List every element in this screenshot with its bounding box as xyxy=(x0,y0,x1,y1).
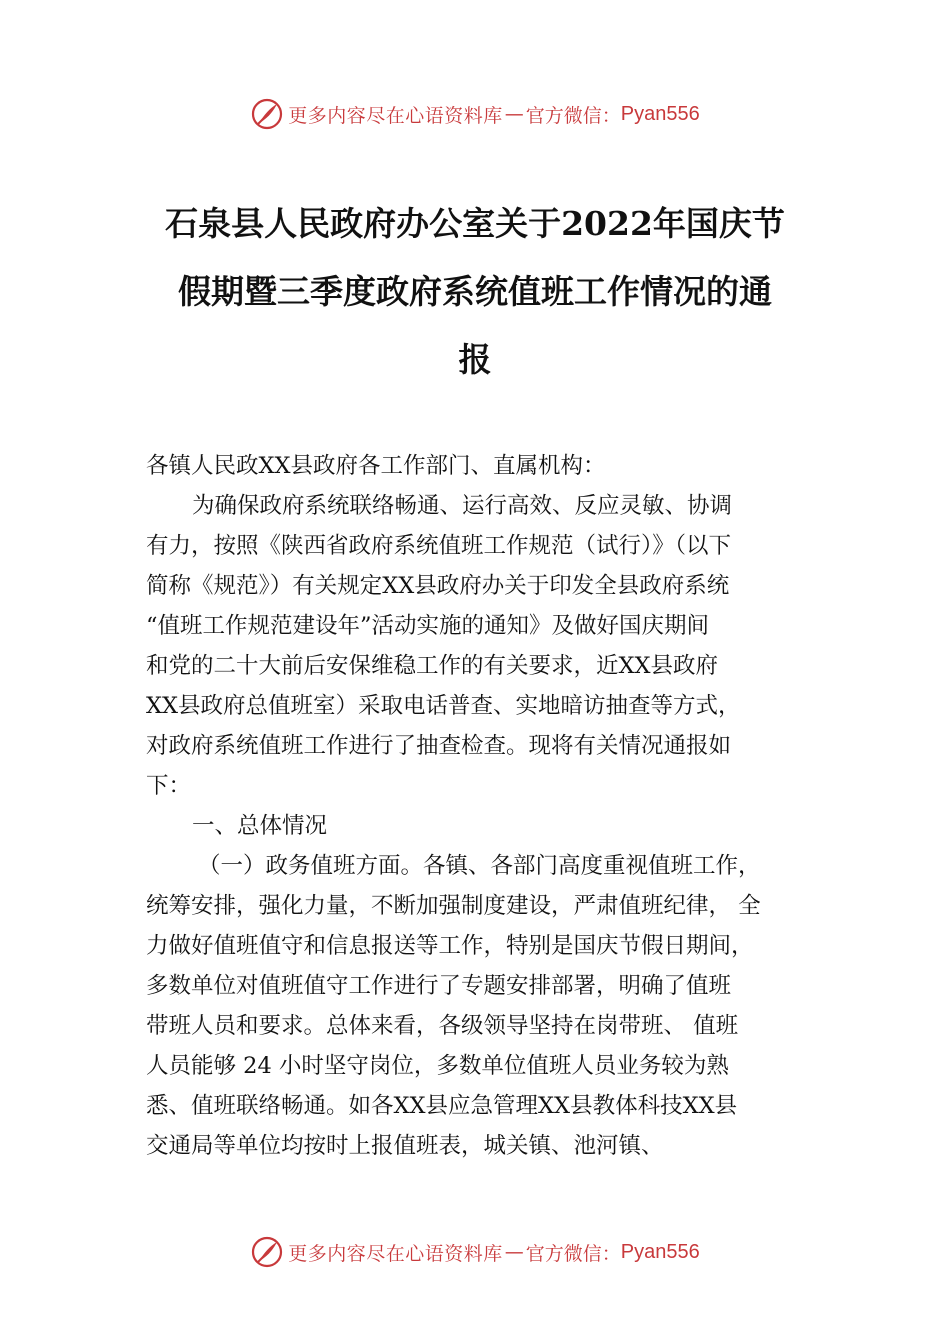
document-body xyxy=(146,446,811,1166)
body-line: 带班人员和要求。总体来看，各级领导坚持在岗带班、 值班 xyxy=(146,1013,739,1039)
wechat-label: 官方微信： xyxy=(525,104,621,127)
body-line: 力做好值班值守和信息报送等工作，特别是国庆节假日期间， xyxy=(146,933,754,959)
brand-text: 更多内容尽在心语资料库 xyxy=(288,104,503,127)
body-line: 人员能够 24 小时坚守岗位，多数单位值班人员业务较为熟 xyxy=(146,1053,729,1079)
document-title xyxy=(140,190,810,394)
salutation: 各镇人民政XX县政府各工作部门、直属机构： xyxy=(146,453,606,479)
body-line: 统筹安排，强化力量，不断加强制度建设，严肃值班纪律， 全 xyxy=(146,893,761,919)
body-line: 和党的二十大前后安保维稳工作的有关要求，近XX县政府 xyxy=(146,653,719,679)
wechat-id: Pyan556 xyxy=(620,102,700,125)
wechat-label: 官方微信： xyxy=(525,1242,621,1265)
brand-text: 更多内容尽在心语资料库 xyxy=(288,1242,503,1265)
separator-dash: — xyxy=(504,1241,524,1263)
body-line: 对政府系统值班工作进行了抽查检查。现将有关情况通报如 xyxy=(146,733,732,759)
title-line-2: 假期暨三季度政府系统值班工作情况的通 xyxy=(178,272,772,311)
wechat-id: Pyan556 xyxy=(620,1240,700,1263)
body-line: 简称《规范》）有关规定XX县政府办关于印发全县政府系统 xyxy=(146,573,730,599)
body-line: 为确保政府系统联络畅通、运行高效、反应灵敏、协调 xyxy=(192,493,733,519)
separator-dash: — xyxy=(504,103,524,125)
quill-pen-icon xyxy=(250,97,284,131)
body-line: 有力，按照《陕西省政府系统值班工作规范（试行）》（以下 xyxy=(146,533,732,559)
body-line: 多数单位对值班值守工作进行了专题安排部署，明确了值班 xyxy=(146,973,732,999)
quill-pen-icon xyxy=(250,1235,284,1269)
body-line: （一）政务值班方面。各镇、各部门高度重视值班工作， xyxy=(198,853,761,879)
body-line: 悉、值班联络畅通。如各XX县应急管理XX县教体科技XX县 xyxy=(146,1093,738,1119)
title-line-1: 石泉县人民政府办公室关于2022年国庆节 xyxy=(165,204,785,243)
body-line: 下： xyxy=(146,773,192,799)
header-watermark-banner xyxy=(0,94,950,134)
body-line: “值班工作规范建设年”活动实施的通知》及做好国庆期间 xyxy=(146,613,710,639)
section-heading: 一、总体情况 xyxy=(192,813,328,839)
body-line: XX县政府总值班室）采取电话普查、实地暗访抽查等方式， xyxy=(146,693,741,719)
title-line-3: 报 xyxy=(458,340,492,379)
body-line: 交通局等单位均按时上报值班表，城关镇、池河镇、 xyxy=(146,1133,664,1159)
footer-watermark-banner xyxy=(0,1232,950,1272)
